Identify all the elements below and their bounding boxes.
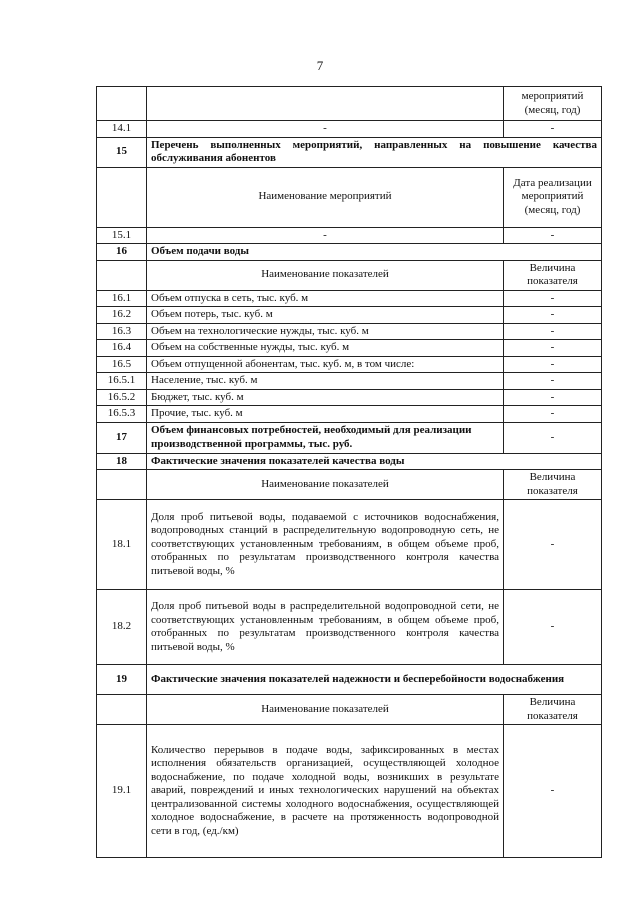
table-row	[97, 87, 602, 121]
value-cell: -	[504, 356, 602, 373]
table-row	[97, 725, 602, 858]
section-row	[97, 422, 602, 453]
name-cell: Население, тыс. куб. м	[147, 373, 504, 390]
section-row	[97, 244, 602, 261]
name-header: Наименование показателей	[147, 260, 504, 290]
value-cell: -	[504, 373, 602, 390]
row-number-cell: 16.5.3	[97, 406, 147, 423]
table-row	[97, 406, 602, 423]
row-number-cell: 16.3	[97, 323, 147, 340]
row-number-cell	[97, 167, 147, 227]
table-row	[97, 121, 602, 138]
name-cell: Количество перерывов в подаче воды, зафиксированных в местах исполнения обязательств организацией, осуществляющей холодное водоснабжение, по подаче холодной воды, возникших в результате аварий, повреждений и иных технологических нарушений на объектах централизованной системы холодного водоснабжения, осуществляющей холодное водоснабжение, в расчете на протяженность водопроводной сети в год, (ед./км)	[147, 725, 504, 858]
row-number-cell: 16.1	[97, 290, 147, 307]
name-cell: Объем отпущенной абонентам, тыс. куб. м, в том числе:	[147, 356, 504, 373]
section-number: 18	[97, 453, 147, 470]
table-row	[97, 356, 602, 373]
section-number: 15	[97, 137, 147, 167]
row-number-cell: 16.5	[97, 356, 147, 373]
value-header: Величина показателя	[504, 260, 602, 290]
value-cell: -	[504, 590, 602, 665]
name-cell: Объем потерь, тыс. куб. м	[147, 307, 504, 324]
value-cell: -	[504, 307, 602, 324]
section-row	[97, 137, 602, 167]
name-cell	[147, 87, 504, 121]
value-cell: -	[504, 323, 602, 340]
table-row	[97, 340, 602, 357]
section-row	[97, 665, 602, 695]
section-title: Перечень выполненных мероприятий, направленных на повышение качества обслуживания абонентов	[147, 137, 602, 167]
section-title: Фактические значения показателей надежности и бесперебойности водоснабжения	[147, 665, 602, 695]
value-cell: -	[504, 725, 602, 858]
row-number-cell: 18.2	[97, 590, 147, 665]
row-number-cell: 15.1	[97, 227, 147, 244]
name-cell: Объем на технологические нужды, тыс. куб. м	[147, 323, 504, 340]
header-row	[97, 167, 602, 227]
table-row	[97, 227, 602, 244]
value-header: Дата реализации мероприятий (месяц, год)	[504, 167, 602, 227]
row-number-cell: 18.1	[97, 500, 147, 590]
value-cell: -	[504, 121, 602, 138]
section-number: 17	[97, 422, 147, 453]
name-header: Наименование показателей	[147, 695, 504, 725]
value-cell: -	[504, 227, 602, 244]
name-cell: Бюджет, тыс. куб. м	[147, 389, 504, 406]
value-header-cell: мероприятий (месяц, год)	[504, 87, 602, 121]
table-row	[97, 323, 602, 340]
row-number-cell: 16.5.1	[97, 373, 147, 390]
name-header: Наименование показателей	[147, 470, 504, 500]
row-number-cell	[97, 695, 147, 725]
name-cell: Доля проб питьевой воды в распределительной водопроводной сети, не соответствующих установленным требованиям, в общем объеме проб, отобранных по результатам производственного контроля качества питьевой воды, %	[147, 590, 504, 665]
row-number-cell	[97, 470, 147, 500]
page-number: 7	[316, 58, 324, 73]
header-row	[97, 260, 602, 290]
row-number-cell: 16.2	[97, 307, 147, 324]
name-cell: Объем на собственные нужды, тыс. куб. м	[147, 340, 504, 357]
name-cell: -	[147, 227, 504, 244]
section-number: 16	[97, 244, 147, 261]
row-number-cell: 14.1	[97, 121, 147, 138]
value-cell: -	[504, 340, 602, 357]
name-cell: Объем отпуска в сеть, тыс. куб. м	[147, 290, 504, 307]
value-header: Величина показателя	[504, 470, 602, 500]
section-title: Фактические значения показателей качества воды	[147, 453, 602, 470]
value-cell: -	[504, 422, 602, 453]
header-row	[97, 695, 602, 725]
table-row	[97, 500, 602, 590]
row-number-cell: 16.4	[97, 340, 147, 357]
name-header: Наименование мероприятий	[147, 167, 504, 227]
table-row	[97, 307, 602, 324]
name-cell: Доля проб питьевой воды, подаваемой с источников водоснабжения, водопроводных станций в распределительную водопроводную сеть, не соответствующих установленным требованиям, в общем объеме проб, отобранных по результатам производственного контроля качества питьевой воды, %	[147, 500, 504, 590]
header-row	[97, 470, 602, 500]
value-header: Величина показателя	[504, 695, 602, 725]
row-number-cell	[97, 260, 147, 290]
section-row	[97, 453, 602, 470]
value-cell: -	[504, 389, 602, 406]
table-row	[97, 290, 602, 307]
section-title: Объем финансовых потребностей, необходимый для реализации производственной программы, тыс. руб.	[147, 422, 504, 453]
value-cell: -	[504, 500, 602, 590]
name-cell: -	[147, 121, 504, 138]
row-number-cell: 19.1	[97, 725, 147, 858]
table-row	[97, 389, 602, 406]
row-number-cell: 16.5.2	[97, 389, 147, 406]
report-table	[96, 86, 602, 858]
name-cell: Прочие, тыс. куб. м	[147, 406, 504, 423]
value-cell: -	[504, 290, 602, 307]
table-row	[97, 373, 602, 390]
row-number-cell	[97, 87, 147, 121]
section-title: Объем подачи воды	[147, 244, 602, 261]
value-cell: -	[504, 406, 602, 423]
section-number: 19	[97, 665, 147, 695]
table-row	[97, 590, 602, 665]
